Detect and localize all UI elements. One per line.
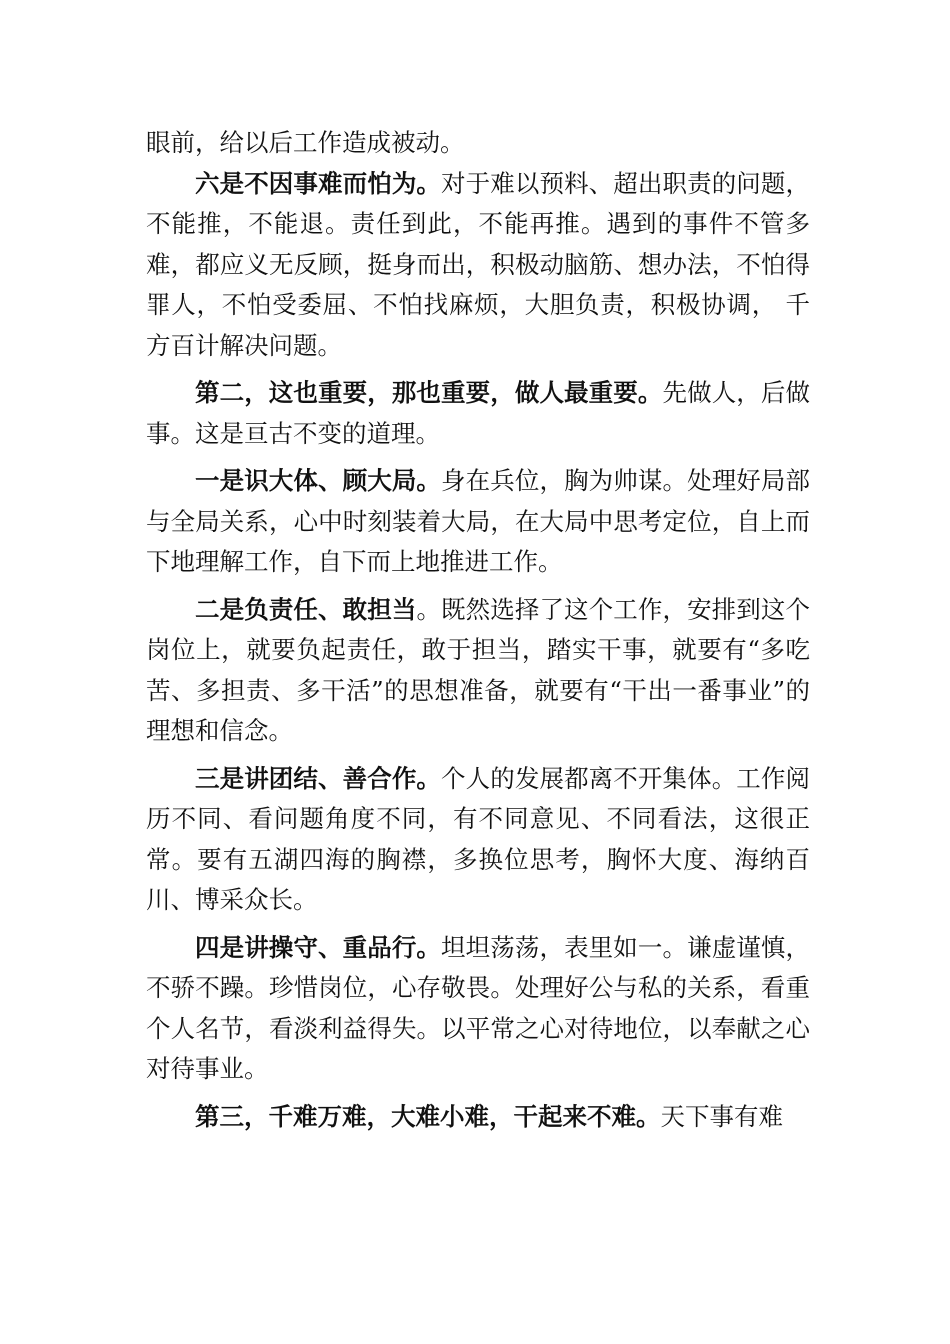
paragraph-heading: 四是讲操守、重品行。 <box>195 932 442 962</box>
paragraph-four-integrity <box>146 928 810 1090</box>
document-body <box>146 123 810 1137</box>
paragraph-three-unity <box>146 759 810 921</box>
paragraph-text: 眼前，给以后工作造成被动。 <box>146 128 465 157</box>
paragraph-heading: 三是讲团结、善合作。 <box>195 763 442 793</box>
paragraph-continuation <box>146 123 810 164</box>
section-heading-third <box>146 1097 810 1138</box>
paragraph-one-big-picture <box>146 461 810 583</box>
paragraph-two-responsibility <box>146 590 810 752</box>
paragraph-text: 个人的发展都离不开集体。工作阅历不同、看问题角度不同，有不同意见、不同看法，这很正常。要有五湖四海的胸襟，多换位思考，胸怀大度、海纳百川、博采众长。 <box>146 763 811 914</box>
paragraph-heading: 一是识大体、顾大局。 <box>195 466 442 495</box>
paragraph-text: 对于难以预料、超出职责的问题，不能推，不能退。责任到此，不能再推。遇到的事件不管多难，都应义无反顾，挺身而出，积极动脑筋、想办法，不怕得罪人，不怕受委屈、不怕找麻烦，大胆负责，积极协调， 千方百计解决问题。 <box>146 168 811 360</box>
paragraph-heading: 六是不因事难而怕为。 <box>195 168 442 198</box>
paragraph-text: 。既然选择了这个工作，安排到这个岗位上，就要负起责任，敢于担当，踏实干事，就要有“多吃苦、多担责、多干活”的思想准备，就要有“干出一番事业”的理想和信念。 <box>146 594 810 745</box>
paragraph-six-not-afraid <box>146 164 810 367</box>
paragraph-text: 天下事有难 <box>660 1101 783 1131</box>
paragraph-text: 坦坦荡荡，表里如一。谦虚谨慎，不骄不躁。珍惜岗位，心存敬畏。处理好公与私的关系，看重个人名节，看淡利益得失。以平常之心对待地位，以奉献之心对待事业。 <box>146 932 811 1083</box>
paragraph-text: 先做人，后做事。这是亘古不变的道理。 <box>146 378 811 448</box>
section-heading: 第三，千难万难，大难小难，干起来不难。 <box>195 1101 661 1131</box>
section-heading-second <box>146 373 810 454</box>
section-heading: 第二，这也重要，那也重要，做人最重要。 <box>195 378 663 407</box>
paragraph-heading: 二是负责任、敢担当 <box>195 594 417 624</box>
paragraph-text: 身在兵位，胸为帅谋。处理好局部与全局关系，心中时刻装着大局，在大局中思考定位，自上而下地理解工作，自下而上地推进工作。 <box>146 466 811 576</box>
